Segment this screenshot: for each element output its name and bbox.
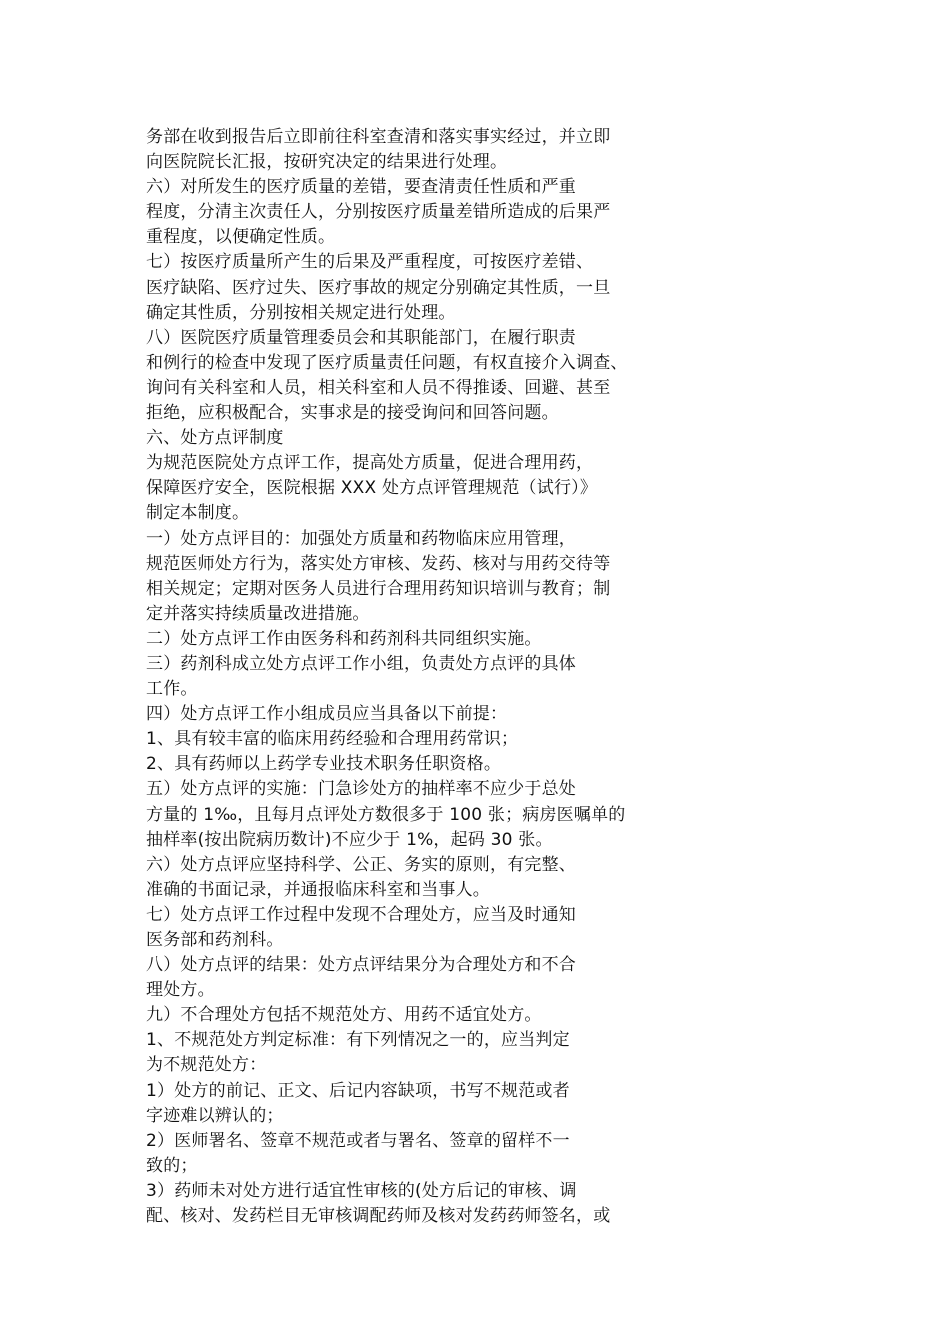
text-line: 询问有关科室和人员，相关科室和人员不得推诿、回避、甚至 <box>146 377 611 398</box>
text-line: 3）药师未对处方进行适宜性审核的(处方后记的审核、调 <box>146 1180 577 1201</box>
text-line: 八）处方点评的结果：处方点评结果分为合理处方和不合 <box>146 955 576 976</box>
text-line: 医务部和药剂科。 <box>146 930 284 950</box>
document-body <box>146 125 686 1229</box>
text-line: 准确的书面记录，并通报临床科室和当事人。 <box>146 879 490 900</box>
text-line: 1）处方的前记、正文、后记内容缺项，书写不规范或者 <box>146 1080 570 1101</box>
text-line: 制定本制度。 <box>146 503 250 524</box>
text-line: 向医院院长汇报，按研究决定的结果进行处理。 <box>146 152 508 173</box>
text-line: 定并落实持续质量改进措施。 <box>146 603 370 624</box>
text-line: 1、不规范处方判定标准：有下列情况之一的，应当判定 <box>146 1030 570 1051</box>
text-line: 致的； <box>146 1155 198 1176</box>
text-line: 为规范医院处方点评工作，提高处方质量，促进合理用药， <box>146 453 594 474</box>
text-line: 配、核对、发药栏目无审核调配药师及核对发药药师签名，或 <box>146 1206 611 1227</box>
text-line: 八）医院医疗质量管理委员会和其职能部门，在履行职责 <box>146 327 576 348</box>
text-line: 抽样率(按出院病历数计)不应少于 1%，起码 30 张。 <box>146 829 553 850</box>
text-line: 二）处方点评工作由医务科和药剂科共同组织实施。 <box>146 628 542 649</box>
text-line: 2）医师署名、签章不规范或者与署名、签章的留样不一 <box>146 1130 570 1151</box>
text-line: 四）处方点评工作小组成员应当具备以下前提： <box>146 704 508 725</box>
text-line: 七）按医疗质量所产生的后果及严重程度，可按医疗差错、 <box>146 252 594 273</box>
text-line: 五）处方点评的实施：门急诊处方的抽样率不应少于总处 <box>146 779 576 800</box>
text-line: 一）处方点评目的：加强处方质量和药物临床应用管理， <box>146 528 576 549</box>
text-line: 重程度，以便确定性质。 <box>146 227 336 248</box>
text-line: 六）对所发生的医疗质量的差错，要查清责任性质和严重 <box>146 177 576 198</box>
text-line: 医疗缺陷、医疗过失、医疗事故的规定分别确定其性质，一旦 <box>146 277 611 298</box>
text-line: 务部在收到报告后立即前往科室查清和落实事实经过，并立即 <box>146 127 611 147</box>
text-line: 保障医疗安全，医院根据 XXX 处方点评管理规范（试行）》 <box>146 478 598 499</box>
text-line: 方量的 1‰，且每月点评处方数很多于 100 张；病房医嘱单的 <box>146 804 626 825</box>
text-line: 工作。 <box>146 679 198 700</box>
text-line: 为不规范处方： <box>146 1055 267 1076</box>
text-line: 七）处方点评工作过程中发现不合理处方，应当及时通知 <box>146 904 576 925</box>
text-line: 程度，分清主次责任人，分别按医疗质量差错所造成的后果严 <box>146 202 611 223</box>
text-line: 三）药剂科成立处方点评工作小组，负责处方点评的具体 <box>146 653 576 674</box>
text-line: 和例行的检查中发现了医疗质量责任问题，有权直接介入调查、 <box>146 352 628 373</box>
text-line: 2、具有药师以上药学专业技术职务任职资格。 <box>146 754 502 775</box>
text-line: 规范医师处方行为，落实处方审核、发药、核对与用药交待等 <box>146 553 611 574</box>
text-line: 确定其性质，分别按相关规定进行处理。 <box>146 302 456 323</box>
text-line: 九）不合理处方包括不规范处方、用药不适宜处方。 <box>146 1005 542 1026</box>
text-line: 拒绝，应积极配合，实事求是的接受询问和回答问题。 <box>146 403 559 424</box>
text-line: 1、具有较丰富的临床用药经验和合理用药常识； <box>146 729 519 750</box>
text-line: 字迹难以辨认的； <box>146 1105 284 1126</box>
text-line: 相关规定；定期对医务人员进行合理用药知识培训与教育；制 <box>146 578 611 599</box>
text-line: 六）处方点评应坚持科学、公正、务实的原则，有完整、 <box>146 854 576 875</box>
section-heading: 六、处方点评制度 <box>146 428 284 449</box>
text-line: 理处方。 <box>146 980 215 1001</box>
